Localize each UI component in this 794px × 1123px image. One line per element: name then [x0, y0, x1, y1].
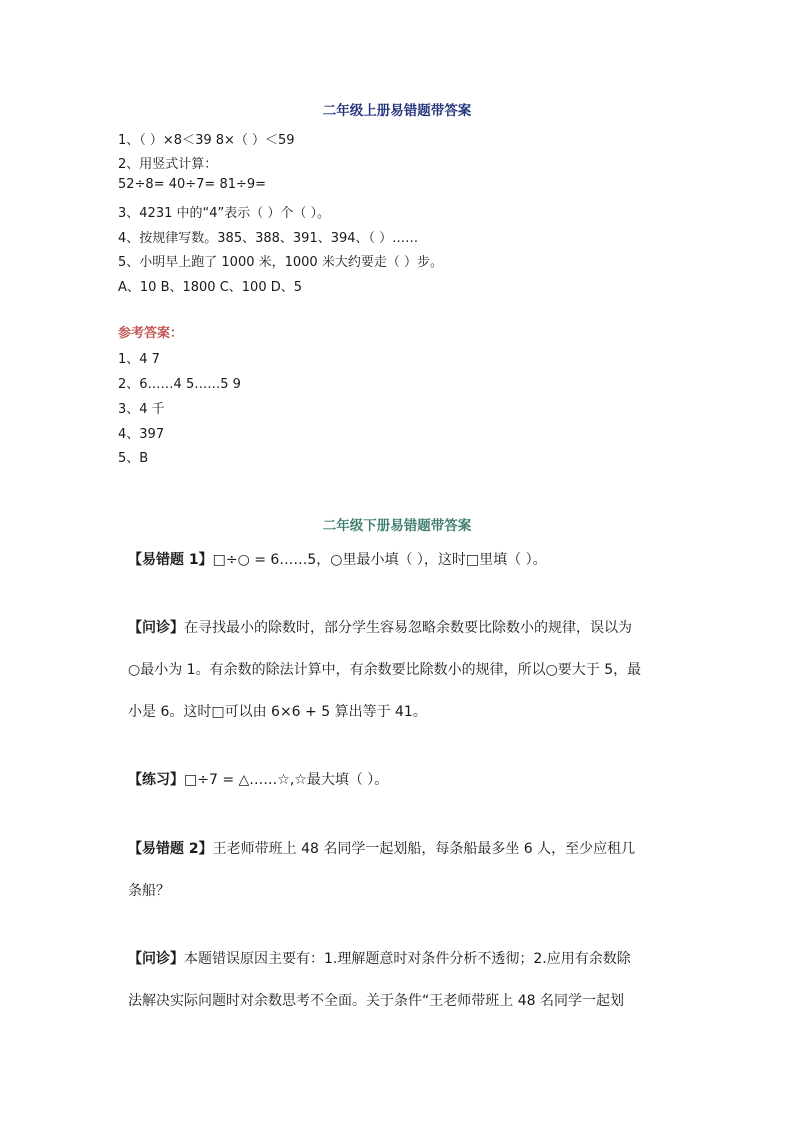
answers-title: 参考答案： — [118, 326, 184, 341]
error-question-2 — [128, 838, 635, 858]
diagnosis-2-line-2: 法解决实际问题时对余数思考不全面。关于条件“王老师带班上 48 名同学一起划 — [128, 993, 624, 1009]
error-question-1-label: 【易错题 1】 — [128, 552, 213, 568]
diagnosis-1-label: 【问诊】 — [128, 620, 184, 636]
question-2-items: 52÷8= 40÷7= 81÷9= — [118, 177, 267, 192]
question-4: 4、按规律写数。385、388、391、394、（ ）…… — [118, 231, 419, 246]
error-question-1-text: □÷○ = 6……5，○里最小填（ ），这时□里填（ ）。 — [212, 552, 547, 568]
question-1: 1、（ ）×8＜39 8×（ ）＜59 — [118, 133, 295, 148]
answer-1: 1、4 7 — [118, 352, 160, 367]
diagnosis-1 — [128, 617, 632, 637]
answer-4: 4、397 — [118, 427, 165, 442]
diagnosis-2 — [128, 948, 631, 968]
error-question-1 — [128, 549, 547, 569]
answer-3: 3、4 千 — [118, 402, 165, 417]
part2-title: 二年级下册易错题带答案 — [322, 518, 472, 534]
part1-title: 二年级上册易错题带答案 — [322, 103, 472, 119]
answer-5: 5、B — [118, 451, 149, 466]
error-question-2-line-1: 王老师带班上 48 名同学一起划船，每条船最多坐 6 人，至少应租几 — [212, 841, 636, 857]
practice-text: □÷7 = △……☆,☆最大填（ ）。 — [184, 772, 389, 788]
diagnosis-1-line-3: 小是 6。这时□可以由 6×6 + 5 算出等于 41。 — [128, 704, 427, 720]
error-question-2-line-2: 条船？ — [128, 883, 170, 899]
question-2: 2、用竖式计算： — [118, 157, 218, 172]
question-5: 5、小明早上跑了 1000 米，1000 米大约要走（ ）步。 — [118, 255, 443, 270]
diagnosis-2-line-1: 本题错误原因主要有：1.理解题意时对条件分析不透彻；2.应用有余数除 — [184, 951, 631, 967]
diagnosis-1-line-1: 在寻找最小的除数时，部分学生容易忽略余数要比除数小的规律，误以为 — [184, 620, 632, 636]
question-5-options: A、10 B、1800 C、100 D、5 — [118, 280, 303, 295]
answer-2: 2、6……4 5……5 9 — [118, 377, 241, 392]
diagnosis-1-line-2: ○最小为 1。有余数的除法计算中，有余数要比除数小的规律，所以○要大于 5，最 — [128, 662, 642, 678]
question-3: 3、4231 中的“4”表示（ ）个（ ）。 — [118, 206, 330, 221]
practice — [128, 769, 388, 789]
practice-label: 【练习】 — [128, 772, 184, 788]
error-question-2-label: 【易错题 2】 — [128, 841, 213, 857]
diagnosis-2-label: 【问诊】 — [128, 951, 184, 967]
